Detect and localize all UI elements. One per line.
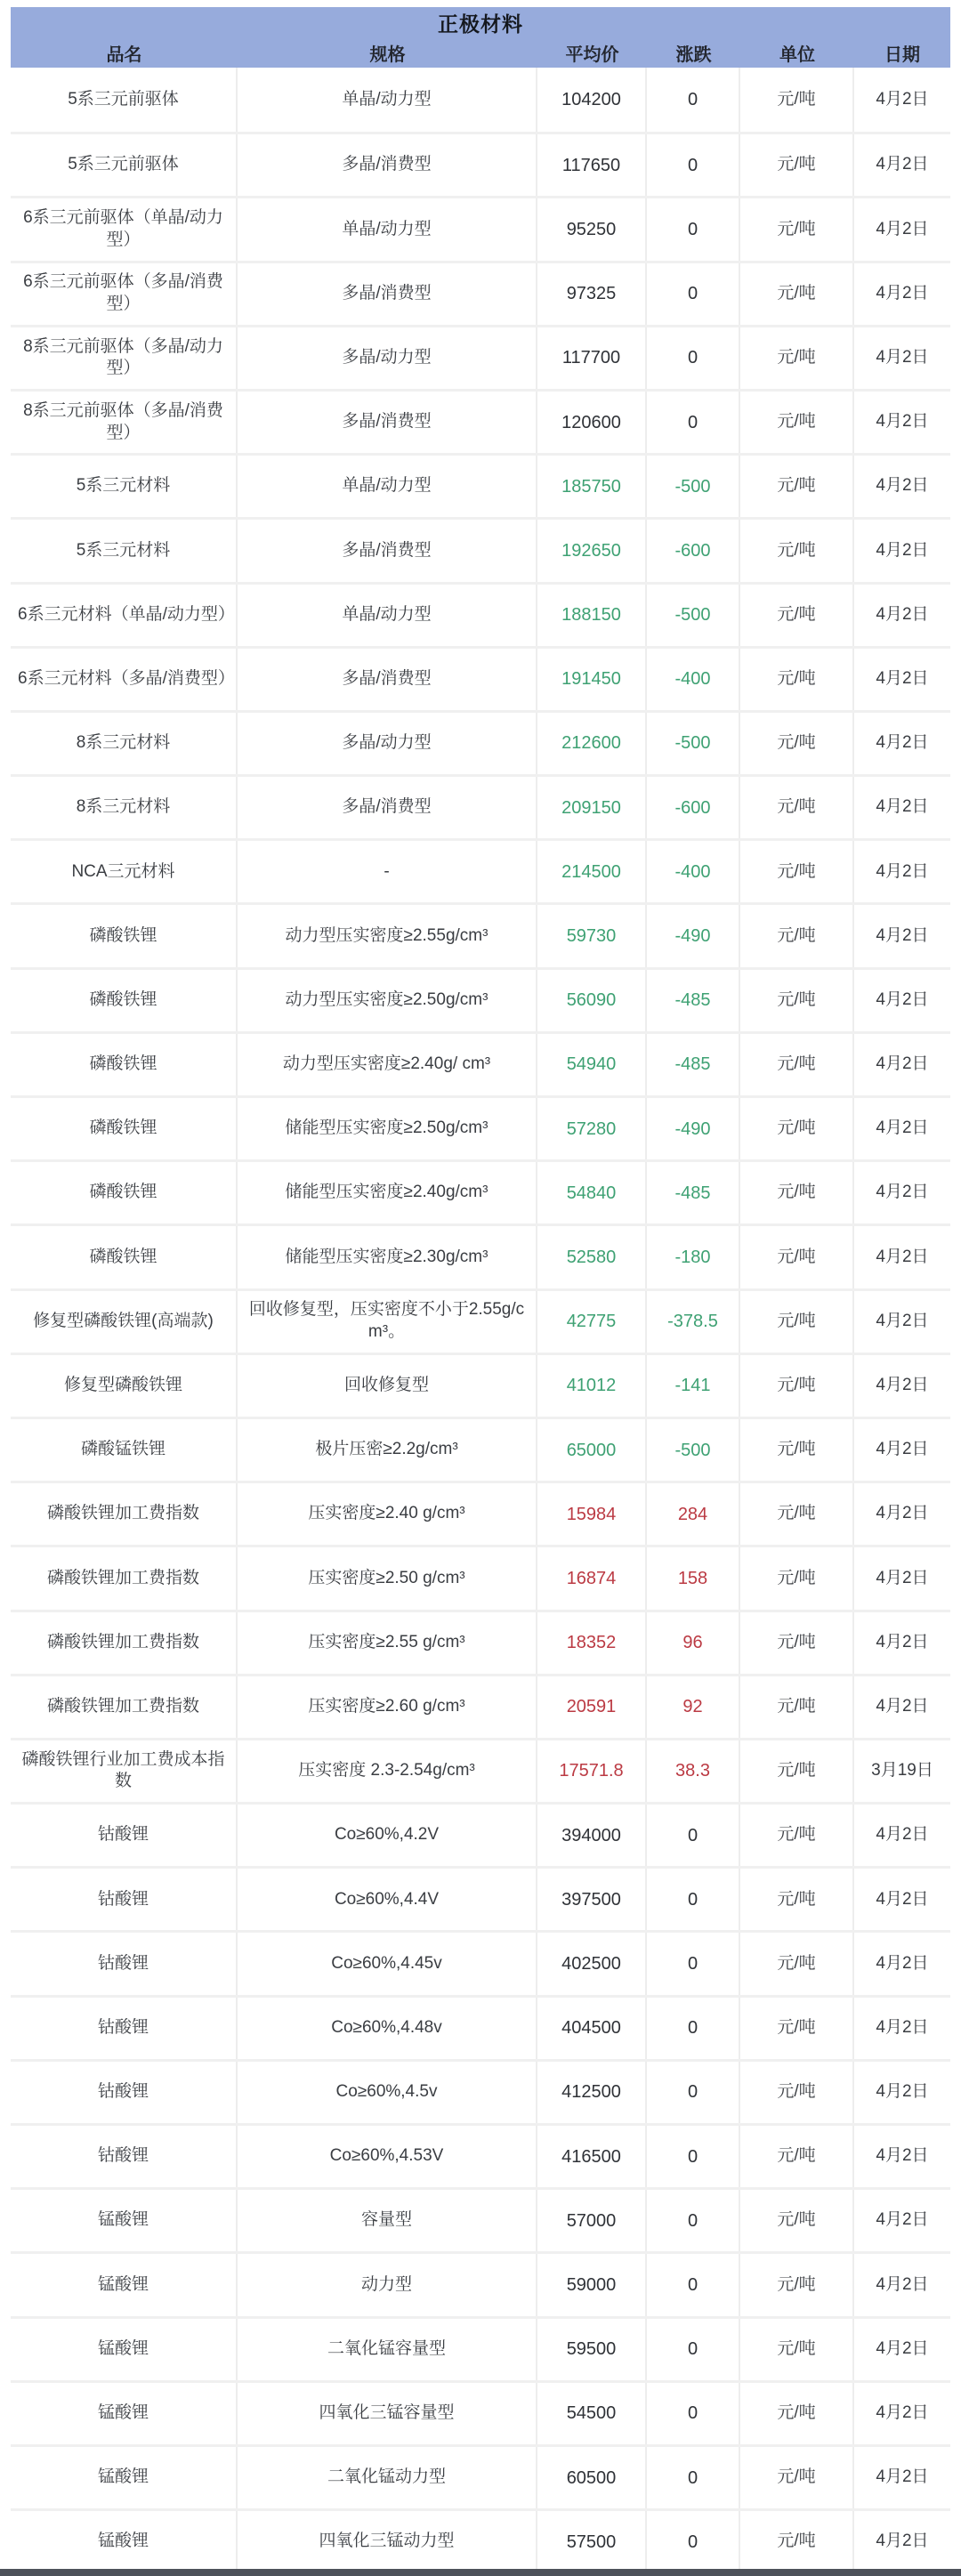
table-row (11, 1545, 950, 1609)
cell-change: -600 (647, 777, 740, 838)
cell-spec: 多晶/消费型 (238, 777, 537, 838)
cell-avg-price: 18352 (537, 1612, 647, 1674)
cell-unit: 元/吨 (740, 2511, 854, 2572)
cell-date: 4月2日 (876, 1889, 929, 1909)
cell-change: 284 (647, 1483, 740, 1545)
cell-date: 4月2日 (876, 1825, 929, 1845)
cell-avg-price: 97325 (537, 263, 647, 325)
cell-change: 0 (647, 134, 740, 196)
cell-change: -485 (647, 1162, 740, 1223)
cell-unit: 元/吨 (740, 392, 854, 453)
table-row (11, 1802, 950, 1866)
cell-avg-price: 117700 (537, 327, 647, 389)
cell-spec: 单晶/动力型 (238, 456, 537, 517)
cell-avg-price: 41012 (537, 1355, 647, 1417)
cell-avg-price: 42775 (537, 1291, 647, 1353)
column-header-row (11, 37, 950, 68)
cell-spec: 动力型压实密度≥2.50g/cm³ (238, 970, 537, 1031)
cell-unit: 元/吨 (740, 2383, 854, 2444)
cell-date: 4月2日 (876, 1632, 929, 1651)
cell-change: 158 (647, 1547, 740, 1609)
table-row (11, 1288, 950, 1353)
table-row (11, 1159, 950, 1223)
table-body (11, 68, 950, 2572)
cell-spec: 压实密度≥2.55 g/cm³ (238, 1612, 537, 1674)
cell-unit: 元/吨 (740, 520, 854, 581)
cell-unit: 元/吨 (740, 1483, 854, 1545)
bottom-edge-bar (0, 2569, 961, 2576)
cell-spec: 多晶/消费型 (238, 520, 537, 581)
cell-spec: 动力型压实密度≥2.55g/cm³ (238, 905, 537, 966)
cell-spec: Co≥60%,4.48v (238, 1998, 537, 2059)
cathode-material-price-table (11, 7, 950, 2572)
cell-spec: 多晶/动力型 (238, 327, 537, 389)
cell-avg-price: 57500 (537, 2511, 647, 2572)
cell-product-name: 锰酸锂 (11, 2383, 238, 2444)
table-row (11, 2251, 950, 2315)
table-row (11, 582, 950, 646)
cell-unit: 元/吨 (740, 2319, 854, 2380)
cell-change: -500 (647, 456, 740, 517)
column-header-change: 涨跌 (675, 44, 712, 65)
cell-spec: 储能型压实密度≥2.40g/cm³ (238, 1162, 537, 1223)
cell-date: 4月2日 (876, 219, 929, 238)
cell-unit: 元/吨 (740, 841, 854, 902)
cell-avg-price: 397500 (537, 1869, 647, 1930)
cell-product-name: 磷酸铁锂 (11, 970, 238, 1031)
cell-change: 0 (647, 2254, 740, 2315)
cell-avg-price: 59500 (537, 2319, 647, 2380)
cell-date: 4月2日 (876, 925, 929, 945)
table-row (11, 1353, 950, 1417)
cell-date: 4月2日 (876, 1440, 929, 1459)
table-row (11, 2508, 950, 2572)
table-row (11, 1738, 950, 1802)
table-row (11, 2059, 950, 2123)
table-row (11, 68, 950, 132)
cell-spec: 单晶/动力型 (238, 585, 537, 646)
cell-change: -400 (647, 649, 740, 710)
cell-product-name: 8系三元前驱体（多晶/动力型） (11, 327, 238, 389)
cell-unit: 元/吨 (740, 327, 854, 389)
cell-date: 4月2日 (876, 2274, 929, 2294)
cell-product-name: 锰酸锂 (11, 2319, 238, 2380)
table-row (11, 1995, 950, 2059)
table-row (11, 2380, 950, 2444)
cell-spec: 储能型压实密度≥2.50g/cm³ (238, 1098, 537, 1159)
cell-product-name: 5系三元材料 (11, 520, 238, 581)
cell-date: 4月2日 (876, 1183, 929, 1202)
cell-product-name: 5系三元材料 (11, 456, 238, 517)
cell-change: -500 (647, 713, 740, 774)
cell-change: 0 (647, 1933, 740, 1994)
cell-avg-price: 54500 (537, 2383, 647, 2444)
cell-date: 4月2日 (876, 476, 929, 496)
cell-product-name: 锰酸锂 (11, 2190, 238, 2251)
cell-change: 38.3 (647, 1740, 740, 1802)
cell-change: 0 (647, 2190, 740, 2251)
cell-unit: 元/吨 (740, 263, 854, 325)
cell-date: 4月2日 (876, 1504, 929, 1523)
cell-date: 4月2日 (876, 861, 929, 881)
column-header-date: 日期 (884, 44, 920, 65)
column-header-unit: 单位 (779, 44, 815, 65)
cell-avg-price: 402500 (537, 1933, 647, 1994)
cell-spec: 多晶/消费型 (238, 263, 537, 325)
column-header-name: 品名 (106, 44, 142, 65)
cell-change: 0 (647, 2319, 740, 2380)
cell-avg-price: 57000 (537, 2190, 647, 2251)
table-row (11, 132, 950, 196)
cell-date: 4月2日 (876, 155, 929, 174)
cell-spec: 压实密度≥2.50 g/cm³ (238, 1547, 537, 1609)
cell-date: 4月2日 (876, 2338, 929, 2358)
cell-unit: 元/吨 (740, 1419, 854, 1481)
cell-unit: 元/吨 (740, 713, 854, 774)
cell-product-name: 修复型磷酸铁锂(高端款) (11, 1291, 238, 1353)
cell-date: 4月2日 (876, 1953, 929, 1973)
cell-change: 0 (647, 2447, 740, 2508)
table-row (11, 838, 950, 902)
table-row (11, 774, 950, 838)
cell-avg-price: 212600 (537, 713, 647, 774)
cell-unit: 元/吨 (740, 456, 854, 517)
cell-date: 4月2日 (876, 348, 929, 367)
cell-spec: Co≥60%,4.45v (238, 1933, 537, 1994)
cell-avg-price: 57280 (537, 1098, 647, 1159)
cell-unit: 元/吨 (740, 1034, 854, 1095)
cell-spec: Co≥60%,4.4V (238, 1869, 537, 1930)
table-title: 正极材料 (438, 12, 523, 36)
cell-spec: 单晶/动力型 (238, 68, 537, 132)
cell-unit: 元/吨 (740, 2447, 854, 2508)
cell-unit: 元/吨 (740, 134, 854, 196)
cell-avg-price: 120600 (537, 392, 647, 453)
cell-avg-price: 54940 (537, 1034, 647, 1095)
cell-unit: 元/吨 (740, 1805, 854, 1866)
table-row (11, 710, 950, 774)
cell-date: 4月2日 (876, 283, 929, 303)
cell-spec: Co≥60%,4.5v (238, 2062, 537, 2123)
cell-spec: 动力型 (238, 2254, 537, 2315)
cell-avg-price: 117650 (537, 134, 647, 196)
table-row (11, 517, 950, 581)
cell-spec: 多晶/消费型 (238, 649, 537, 710)
cell-change: 0 (647, 2126, 740, 2187)
cell-unit: 元/吨 (740, 1933, 854, 1994)
cell-spec: 多晶/消费型 (238, 134, 537, 196)
cell-avg-price: 188150 (537, 585, 647, 646)
table-header (11, 7, 950, 68)
cell-change: -378.5 (647, 1291, 740, 1353)
table-row (11, 389, 950, 453)
cell-unit: 元/吨 (740, 2062, 854, 2123)
cell-change: 0 (647, 392, 740, 453)
cell-spec: 单晶/动力型 (238, 198, 537, 260)
cell-product-name: 5系三元前驱体 (11, 68, 238, 132)
table-row (11, 1031, 950, 1095)
cell-product-name: 钴酸锂 (11, 1805, 238, 1866)
table-row (11, 646, 950, 710)
cell-date: 4月2日 (876, 1311, 929, 1330)
cell-change: 0 (647, 1805, 740, 1866)
cell-product-name: 6系三元材料（单晶/动力型） (11, 585, 238, 646)
cell-product-name: 8系三元材料 (11, 777, 238, 838)
cell-avg-price: 59730 (537, 905, 647, 966)
cell-change: 0 (647, 263, 740, 325)
cell-unit: 元/吨 (740, 68, 854, 132)
cell-avg-price: 20591 (537, 1676, 647, 1738)
cell-product-name: 钴酸锂 (11, 1933, 238, 1994)
table-row (11, 1610, 950, 1674)
cell-avg-price: 56090 (537, 970, 647, 1031)
cell-spec: 回收修复型 (238, 1355, 537, 1417)
table-row (11, 1866, 950, 1930)
cell-unit: 元/吨 (740, 1355, 854, 1417)
cell-avg-price: 185750 (537, 456, 647, 517)
cell-product-name: 锰酸锂 (11, 2511, 238, 2572)
cell-avg-price: 412500 (537, 2062, 647, 2123)
cell-avg-price: 16874 (537, 1547, 647, 1609)
table-row (11, 1417, 950, 1481)
table-row (11, 2123, 950, 2187)
table-row (11, 1095, 950, 1159)
cell-date: 4月2日 (876, 1118, 929, 1138)
cell-change: 0 (647, 1998, 740, 2059)
cell-spec: 容量型 (238, 2190, 537, 2251)
cell-avg-price: 52580 (537, 1226, 647, 1288)
cell-date: 4月2日 (876, 1376, 929, 1394)
cell-product-name: 磷酸铁锂加工费指数 (11, 1676, 238, 1738)
cell-product-name: 6系三元前驱体（单晶/动力型） (11, 198, 238, 260)
cell-product-name: 锰酸锂 (11, 2447, 238, 2508)
cell-product-name: 磷酸铁锂加工费指数 (11, 1483, 238, 1545)
cell-change: 0 (647, 1869, 740, 1930)
cell-unit: 元/吨 (740, 1226, 854, 1288)
cell-product-name: 磷酸铁锂 (11, 1098, 238, 1159)
table-row (11, 1481, 950, 1545)
cell-date: 4月2日 (876, 1247, 929, 1266)
cell-avg-price: 192650 (537, 520, 647, 581)
table-row (11, 1223, 950, 1288)
cell-date: 4月2日 (876, 89, 929, 109)
cell-spec: 多晶/动力型 (238, 713, 537, 774)
cell-spec: Co≥60%,4.53V (238, 2126, 537, 2187)
cell-product-name: 8系三元材料 (11, 713, 238, 774)
cell-product-name: 6系三元材料（多晶/消费型） (11, 649, 238, 710)
cell-unit: 元/吨 (740, 2254, 854, 2315)
cell-unit: 元/吨 (740, 1869, 854, 1930)
cell-date: 4月2日 (876, 1054, 929, 1074)
cell-unit: 元/吨 (740, 905, 854, 966)
cell-avg-price: 95250 (537, 198, 647, 260)
table-row (11, 325, 950, 389)
table-row (11, 1674, 950, 1738)
cell-avg-price: 416500 (537, 2126, 647, 2187)
table-row (11, 196, 950, 260)
cell-unit: 元/吨 (740, 970, 854, 1031)
cell-change: 0 (647, 2383, 740, 2444)
table-row (11, 902, 950, 966)
cell-date: 4月2日 (876, 2017, 929, 2037)
cell-date: 4月2日 (876, 412, 929, 432)
cell-unit: 元/吨 (740, 1676, 854, 1738)
cell-change: -600 (647, 520, 740, 581)
cell-unit: 元/吨 (740, 198, 854, 260)
cell-product-name: 锰酸锂 (11, 2254, 238, 2315)
cell-product-name: 磷酸铁锂 (11, 1034, 238, 1095)
table-row (11, 2187, 950, 2251)
cell-change: 96 (647, 1612, 740, 1674)
cell-date: 3月19日 (871, 1761, 933, 1781)
cell-spec: 动力型压实密度≥2.40g/ cm³ (238, 1034, 537, 1095)
cell-spec: 二氧化锰动力型 (238, 2447, 537, 2508)
cell-product-name: 磷酸铁锂 (11, 1162, 238, 1223)
cell-spec: 储能型压实密度≥2.30g/cm³ (238, 1226, 537, 1288)
cell-product-name: 磷酸铁锂 (11, 905, 238, 966)
cell-change: -485 (647, 970, 740, 1031)
cell-change: -141 (647, 1355, 740, 1417)
cell-change: 0 (647, 198, 740, 260)
cell-change: -490 (647, 1098, 740, 1159)
cell-change: 0 (647, 327, 740, 389)
cell-avg-price: 65000 (537, 1419, 647, 1481)
cell-avg-price: 60500 (537, 2447, 647, 2508)
cell-product-name: 8系三元前驱体（多晶/消费型） (11, 392, 238, 453)
cell-avg-price: 54840 (537, 1162, 647, 1223)
cell-unit: 元/吨 (740, 1740, 854, 1802)
cell-spec: 压实密度≥2.60 g/cm³ (238, 1676, 537, 1738)
cell-change: 0 (647, 2062, 740, 2123)
table-row (11, 2444, 950, 2508)
cell-avg-price: 209150 (537, 777, 647, 838)
column-header-spec: 规格 (369, 44, 406, 65)
cell-change: -400 (647, 841, 740, 902)
cell-avg-price: 15984 (537, 1483, 647, 1545)
cell-date: 4月2日 (876, 2532, 929, 2551)
cell-product-name: 磷酸铁锂行业加工费成本指数 (11, 1740, 238, 1802)
cell-avg-price: 404500 (537, 1998, 647, 2059)
cell-avg-price: 394000 (537, 1805, 647, 1866)
cell-product-name: NCA三元材料 (11, 841, 238, 902)
cell-unit: 元/吨 (740, 1291, 854, 1353)
cell-product-name: 钴酸锂 (11, 1998, 238, 2059)
cell-unit: 元/吨 (740, 777, 854, 838)
cell-avg-price: 191450 (537, 649, 647, 710)
cell-date: 4月2日 (876, 668, 929, 688)
cell-avg-price: 104200 (537, 68, 647, 132)
cell-avg-price: 214500 (537, 841, 647, 902)
cell-spec: 压实密度≥2.40 g/cm³ (238, 1483, 537, 1545)
cell-avg-price: 59000 (537, 2254, 647, 2315)
cell-change: -485 (647, 1034, 740, 1095)
cell-spec: Co≥60%,4.2V (238, 1805, 537, 1866)
cell-change: 92 (647, 1676, 740, 1738)
cell-product-name: 磷酸铁锂加工费指数 (11, 1612, 238, 1674)
table-row (11, 261, 950, 325)
cell-product-name: 钴酸锂 (11, 1869, 238, 1930)
table-row (11, 453, 950, 517)
cell-unit: 元/吨 (740, 1547, 854, 1609)
cell-change: -500 (647, 1419, 740, 1481)
cell-change: 0 (647, 68, 740, 132)
cell-product-name: 钴酸锂 (11, 2126, 238, 2187)
cell-unit: 元/吨 (740, 1162, 854, 1223)
table-row (11, 1930, 950, 1994)
cell-product-name: 磷酸铁锂加工费指数 (11, 1547, 238, 1609)
cell-unit: 元/吨 (740, 585, 854, 646)
cell-product-name: 钴酸锂 (11, 2062, 238, 2123)
cell-product-name: 6系三元前驱体（多晶/消费型） (11, 263, 238, 325)
cell-avg-price: 17571.8 (537, 1740, 647, 1802)
cell-change: 0 (647, 2511, 740, 2572)
cell-product-name: 5系三元前驱体 (11, 134, 238, 196)
cell-product-name: 修复型磷酸铁锂 (11, 1355, 238, 1417)
cell-spec: 回收修复型，压实密度不小于2.55g/cm³。 (238, 1291, 537, 1353)
cell-date: 4月2日 (876, 989, 929, 1009)
table-row (11, 2316, 950, 2380)
cell-date: 4月2日 (876, 1568, 929, 1587)
cell-date: 4月2日 (876, 797, 929, 817)
cell-date: 4月2日 (876, 2146, 929, 2166)
cell-date: 4月2日 (876, 2082, 929, 2102)
table-row (11, 967, 950, 1031)
cell-spec: 二氧化锰容量型 (238, 2319, 537, 2380)
cell-spec: - (238, 841, 537, 902)
cell-spec: 四氧化三锰容量型 (238, 2383, 537, 2444)
cell-date: 4月2日 (876, 2210, 929, 2230)
cell-date: 4月2日 (876, 604, 929, 624)
cell-unit: 元/吨 (740, 1098, 854, 1159)
cell-unit: 元/吨 (740, 2190, 854, 2251)
cell-unit: 元/吨 (740, 649, 854, 710)
cell-unit: 元/吨 (740, 1998, 854, 2059)
cell-spec: 四氧化三锰动力型 (238, 2511, 537, 2572)
cell-change: -180 (647, 1226, 740, 1288)
cell-product-name: 磷酸锰铁锂 (11, 1419, 238, 1481)
cell-date: 4月2日 (876, 2403, 929, 2422)
cell-spec: 多晶/消费型 (238, 392, 537, 453)
cell-product-name: 磷酸铁锂 (11, 1226, 238, 1288)
cell-change: -500 (647, 585, 740, 646)
cell-unit: 元/吨 (740, 2126, 854, 2187)
cell-spec: 极片压密≥2.2g/cm³ (238, 1419, 537, 1481)
cell-spec: 压实密度 2.3-2.54g/cm³ (238, 1740, 537, 1802)
column-header-price: 平均价 (565, 44, 619, 65)
cell-date: 4月2日 (876, 733, 929, 753)
cell-date: 4月2日 (876, 2467, 929, 2487)
cell-unit: 元/吨 (740, 1612, 854, 1674)
cell-date: 4月2日 (876, 540, 929, 560)
cell-change: -490 (647, 905, 740, 966)
cell-date: 4月2日 (876, 1696, 929, 1716)
